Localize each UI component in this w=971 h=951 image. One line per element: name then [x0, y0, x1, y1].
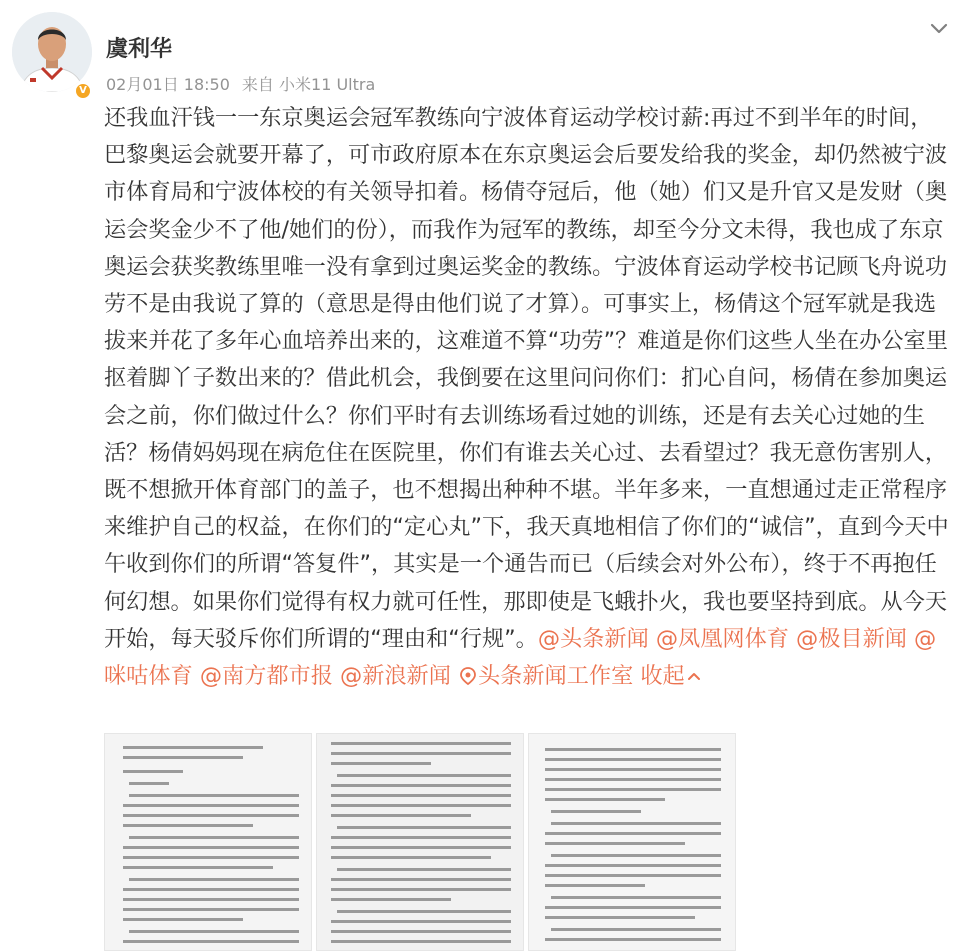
mention-link[interactable]: @咪咕体育 — [104, 625, 937, 690]
mention-link[interactable]: @南方都市报 — [199, 663, 333, 690]
chevron-down-icon[interactable] — [926, 16, 952, 42]
post-text: 还我血汗钱一一东京奥运会冠军教练向宁波体育运动学校讨薪:再过不到半年的时间，巴黎奥运会就要开幕了，可市政府原本在东京奥运会后要发给我的奖金，却仍然被宁波市体育局和宁波体校的有关领导扣着。杨倩夺冠后，他（她）们又是升官又是发财（奥运会奖金少不了他/她们的份），而我作为冠军的教练，却至今分文未得，我也成了东京奥运会获奖教练里唯一没有拿到过奥运奖金的教练。宁波体育运动学校书记顾飞舟说功劳不是由我说了算的（意思是得由他们说了才算）。可事实上，杨倩这个冠军就是我选拔来并花了多年心血培养出来的，这难道不算“功劳”？难道是你们这些人坐在办公室里抠着脚丫子数出来的？借此机会，我倒要在这里问问你们：扪心自问，杨倩在参加奥运会之前，你们做过什么？你们平时有去训练场看过她的训练，还是有去关心过她的生活？杨倩妈妈现在病危住在医院里，你们有谁去关心过、去看望过？我无意伤害别人，既不想掀开体育部门的盖子，也不想揭出种种不堪。半年多来，一直想通过走正常程序来维护自己的权益，在你们的“定心丸”下，我天真地相信了你们的“诚信”，直到今天中午收到你们的所谓“答复件”，其实是一个通告而已（后续会对外公布），终于不再抱任何幻想。如果你们觉得有权力就可任性，那即使是飞蛾扑火，我也要坚持到底。从今天开始，每天驳斥你们所谓的“理由和“行规”。 — [104, 105, 949, 652]
post-date[interactable]: 02月01日 18:50 — [106, 75, 230, 94]
mention-link[interactable]: @头条新闻 — [537, 625, 649, 652]
location-link[interactable] — [458, 663, 633, 689]
post-body — [104, 100, 949, 695]
location-link-label: 头条新闻工作室 — [478, 663, 634, 690]
document-image[interactable] — [528, 733, 736, 951]
document-image-2 — [317, 734, 524, 951]
author-name[interactable]: 虞利华 — [106, 37, 173, 62]
collapse-label: 收起 — [640, 663, 685, 690]
location-pin-icon — [458, 666, 478, 686]
document-image[interactable] — [316, 733, 524, 951]
post-meta — [106, 72, 387, 95]
mention-link[interactable]: @凤凰网体育 — [655, 625, 789, 652]
mention-link[interactable]: @新浪新闻 — [340, 663, 451, 690]
post-source: 来自 小米11 Ultra — [241, 75, 376, 94]
document-image-1 — [105, 734, 312, 951]
image-grid — [104, 733, 946, 951]
avatar[interactable] — [12, 12, 92, 92]
verified-badge-icon: V — [74, 82, 92, 100]
mention-link[interactable]: @极目新闻 — [796, 625, 907, 652]
chevron-up-icon — [685, 667, 703, 685]
document-image[interactable] — [104, 733, 312, 951]
document-image-3 — [529, 734, 736, 951]
avatar-image — [12, 12, 92, 92]
collapse-button[interactable] — [640, 663, 702, 689]
